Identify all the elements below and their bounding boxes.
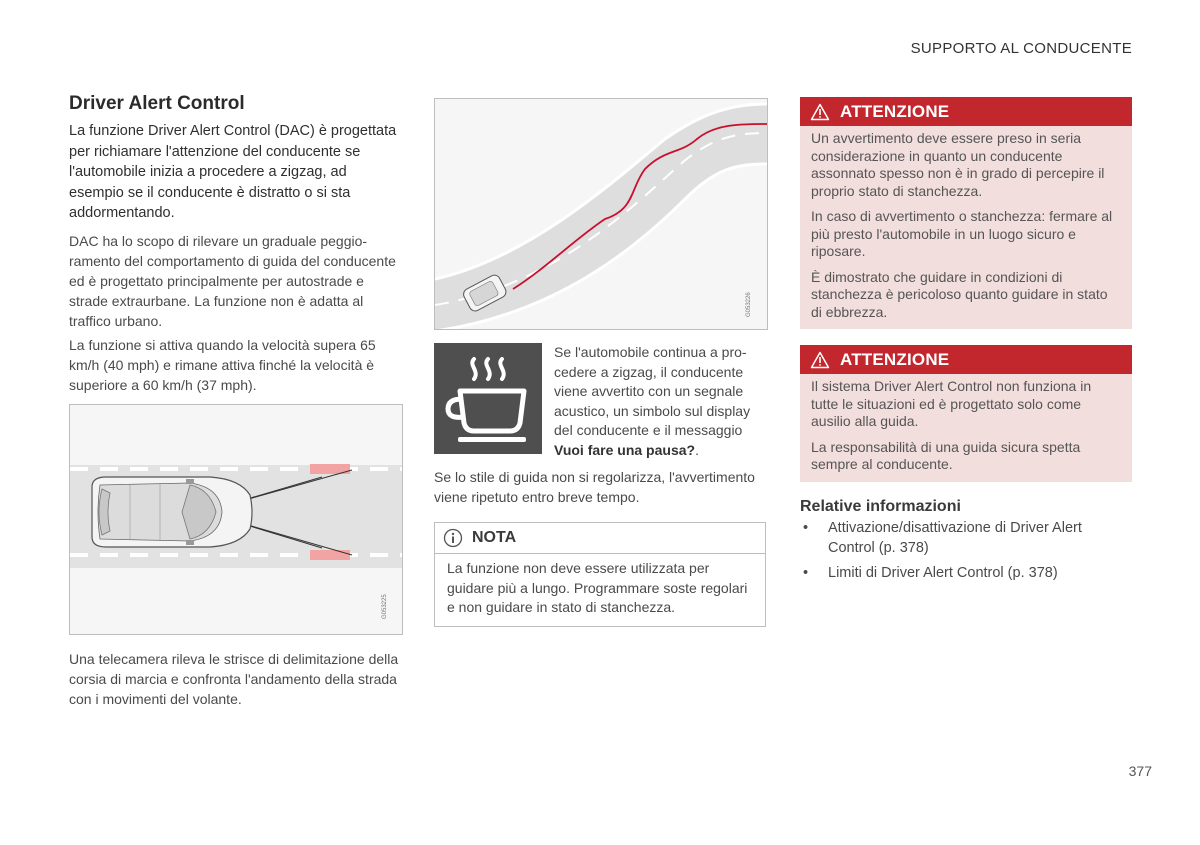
info-circle-icon bbox=[443, 528, 463, 548]
related-link-label[interactable]: Attivazione/disattivazione di Driver Alert Control (p. 378) bbox=[828, 520, 1082, 556]
related-info-list bbox=[800, 519, 1130, 590]
zigzag-road-illustration bbox=[435, 99, 767, 329]
figure-code: G053225 bbox=[382, 594, 388, 619]
warning-header bbox=[800, 97, 1132, 126]
car-top-view-icon bbox=[92, 477, 252, 547]
page-title: Driver Alert Control bbox=[69, 93, 245, 114]
zigzag-road-figure bbox=[434, 98, 768, 330]
bullet-icon: • bbox=[803, 520, 809, 536]
nota-header bbox=[435, 523, 765, 554]
warning-paragraph: È dimostrato che guidare in condizioni di stanchezza è pericoloso quanto guidare in stato di ebbrezza. bbox=[811, 268, 1108, 320]
coffee-text-end: . bbox=[695, 441, 699, 458]
warning-body bbox=[800, 126, 1132, 321]
body-paragraph-4: Se lo stile di guida non si regolarizza, l'avvertimento viene ripetuto entro breve tempo. bbox=[434, 469, 755, 505]
figure-code: G053226 bbox=[746, 292, 752, 317]
warning-paragraph: Un avvertimento deve essere preso in seria considerazione in quanto un conducente assonnato spesso non è in grado di percepire il proprio stato di stanchezza. bbox=[811, 130, 1105, 199]
warning-paragraph: Il sistema Driver Alert Control non funziona in tutte le situazioni ed è progettato solo come ausilio alla guida. bbox=[811, 378, 1092, 429]
warning-box-2 bbox=[800, 345, 1132, 482]
warning-title: ATTENZIONE bbox=[840, 101, 950, 121]
warning-paragraph: In caso di avvertimento o stanchezza: fermare al più presto l'automobile in un luogo sicuro e riposare. bbox=[811, 208, 1113, 259]
lead-paragraph: La funzione Driver Alert Control (DAC) è progettata per richiamare l'attenzione del conducente se l'automobile inizia a procedere a zigzag, ad esempio se il conducente è distratto o si sta addormentando. bbox=[69, 123, 397, 221]
coffee-cup-icon bbox=[434, 343, 542, 454]
warning-triangle-icon bbox=[810, 103, 830, 121]
warning-body bbox=[800, 374, 1132, 474]
warning-paragraph: La responsabilità di una guida sicura spetta sempre al conducente. bbox=[811, 438, 1081, 472]
page-number: 377 bbox=[1128, 763, 1152, 779]
warning-title: ATTENZIONE bbox=[840, 349, 950, 369]
nota-box bbox=[434, 522, 766, 627]
related-link-limits[interactable] bbox=[800, 564, 1130, 584]
camera-lane-illustration bbox=[70, 405, 402, 634]
nota-title: NOTA bbox=[472, 529, 517, 546]
pause-message: Vuoi fare una pausa? bbox=[554, 441, 696, 458]
body-paragraph-3: Una telecamera rileva le strisce di delimitazione della corsia di marcia e confronta l'andamento della strada con i movimenti del volante. bbox=[69, 651, 399, 707]
related-link-label[interactable]: Limiti di Driver Alert Control (p. 378) bbox=[828, 565, 1058, 581]
bullet-icon: • bbox=[803, 565, 809, 581]
warning-header bbox=[800, 345, 1132, 374]
coffee-text-main: Se l'automobile continua a procedere a zigzag, il conducente viene avvertito con un segnale acustico, un simbolo sul display del conducente e il messaggio bbox=[554, 344, 751, 438]
warning-triangle-icon bbox=[810, 351, 830, 369]
related-link-activation[interactable] bbox=[800, 519, 1130, 558]
warning-box-1 bbox=[800, 97, 1132, 329]
body-paragraph-1: DAC ha lo scopo di rilevare un graduale peggioramento del comportamento di guida del conducente ed è progettato principalmente per autostrade e strade extraurbane. La funzione non è adatta al traffico urbano. bbox=[69, 233, 396, 329]
camera-lane-figure bbox=[69, 404, 403, 635]
nota-text: La funzione non deve essere utilizzata per guidare più a lungo. Programmare soste regolari e non guidare in stato di stanchezza. bbox=[447, 560, 748, 615]
related-info-heading: Relative informazioni bbox=[800, 498, 961, 515]
body-paragraph-2: La funzione si attiva quando la velocità supera 65 km/h (40 mph) e rimane attiva finché la velocità è superiore a 60 km/h (37 mph). bbox=[69, 337, 376, 393]
coffee-warning-text bbox=[554, 343, 768, 460]
section-header: SUPPORTO AL CONDUCENTE bbox=[910, 40, 1132, 57]
